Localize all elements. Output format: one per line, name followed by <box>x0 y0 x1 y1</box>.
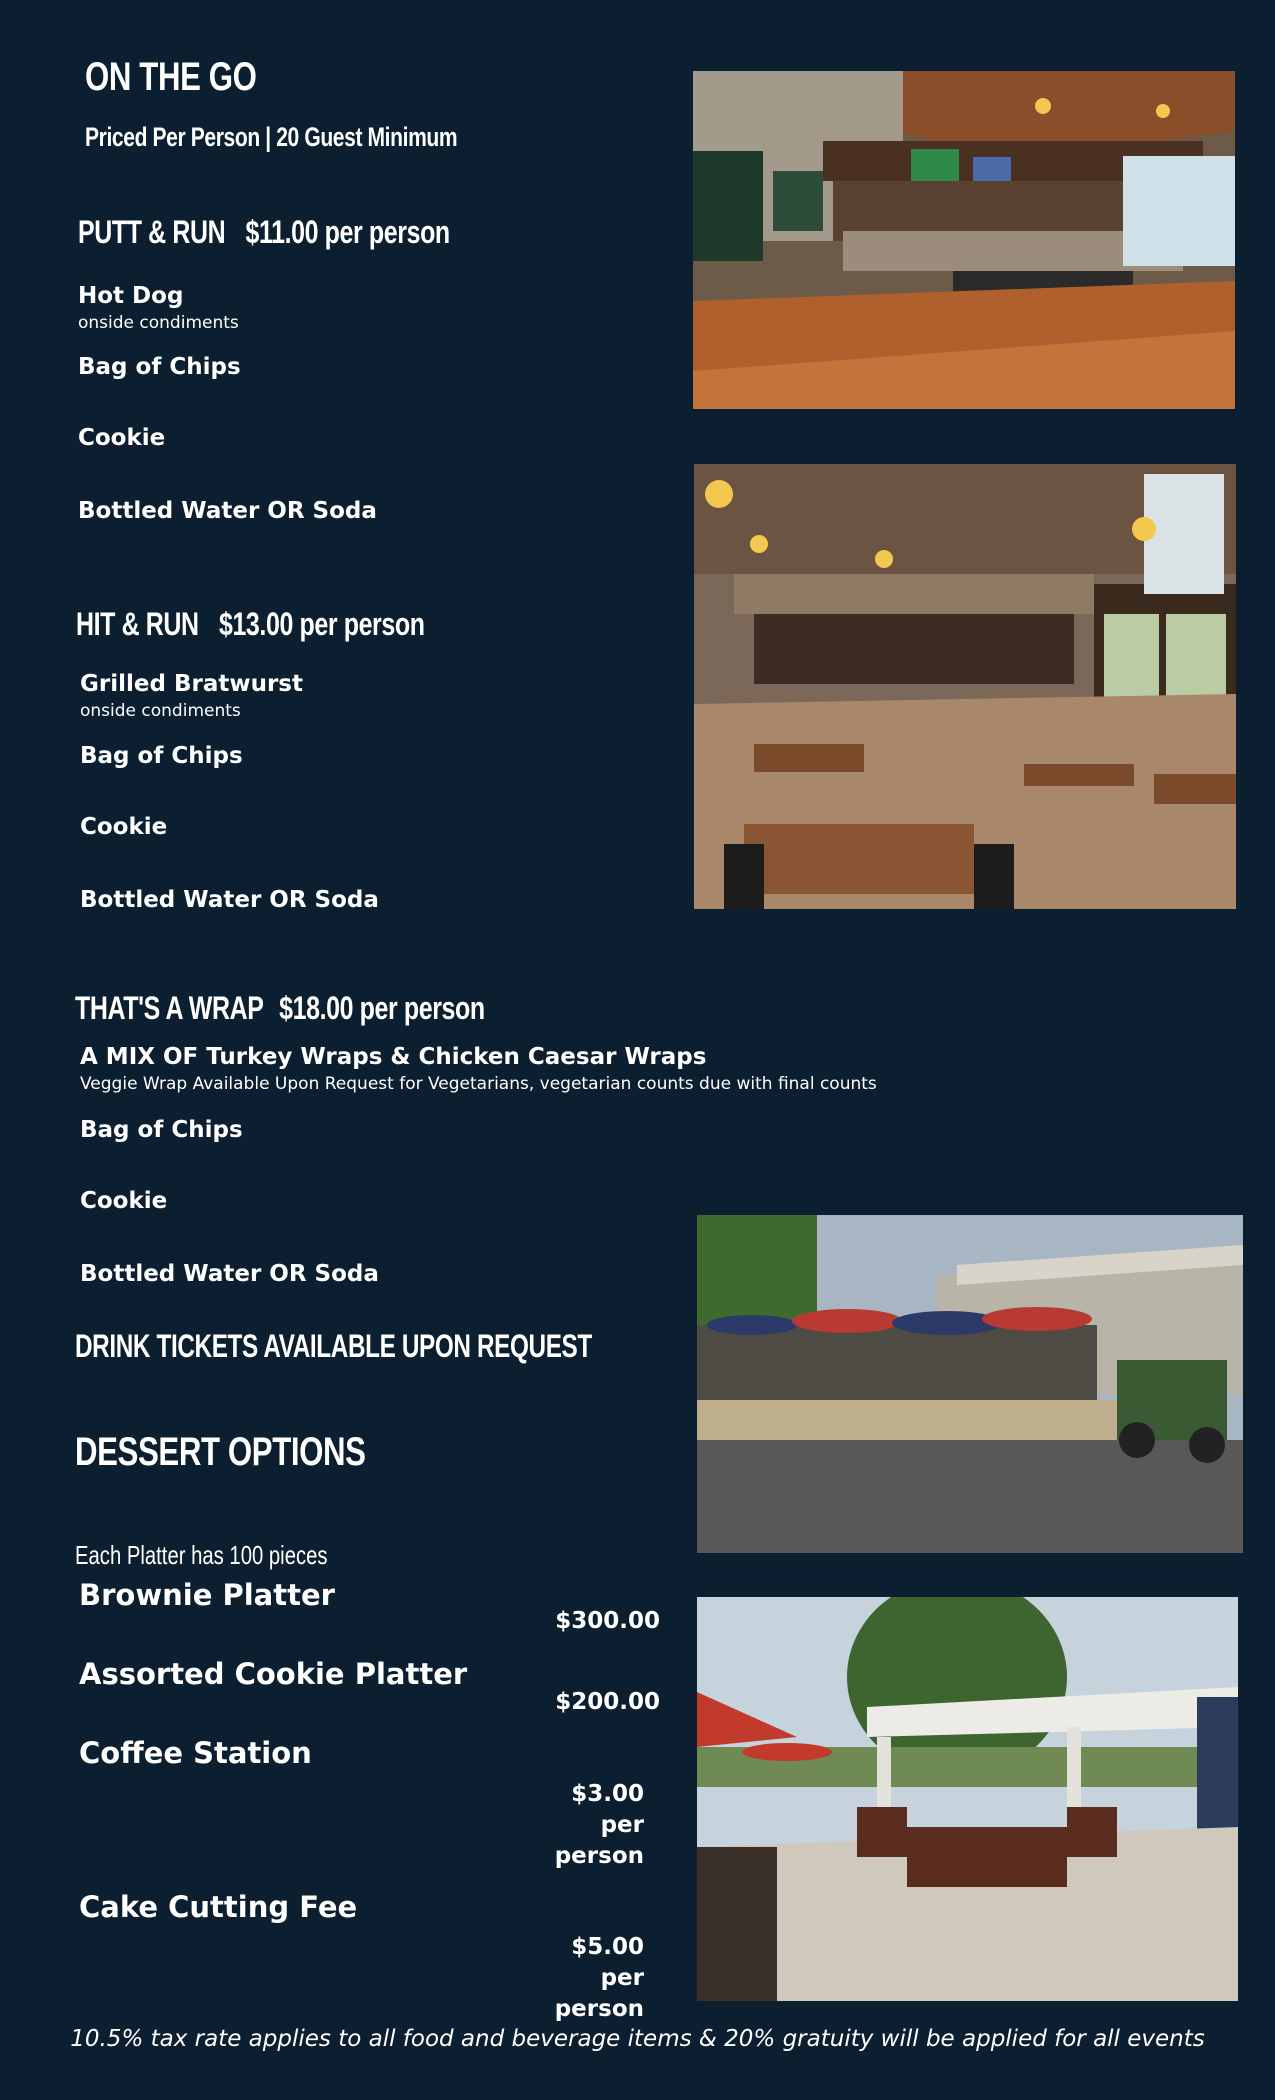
price-unit: person <box>554 1996 644 2022</box>
menu-item-note: onside condiments <box>78 313 239 333</box>
dining-room-photo <box>694 464 1236 909</box>
menu-item: Cookie <box>78 425 166 451</box>
dessert-item: Brownie Platter <box>79 1578 335 1612</box>
package-price: $18.00 per person <box>279 990 485 1026</box>
tax-gratuity-footer: 10.5% tax rate applies to all food and beverage items & 20% gratuity will be applied for all events <box>70 2026 1205 2052</box>
menu-item: Bottled Water OR Soda <box>80 1261 379 1287</box>
package-heading-hit-and-run <box>76 606 425 643</box>
menu-item: Bottled Water OR Soda <box>80 887 379 913</box>
package-name: HIT & RUN <box>76 606 199 642</box>
dessert-price <box>520 1779 644 1872</box>
dessert-price: $200.00 <box>555 1689 660 1715</box>
menu-item-note: Veggie Wrap Available Upon Request for Vegetarians, vegetarian counts due with final counts <box>80 1074 877 1094</box>
price-unit: per <box>600 1965 644 1991</box>
menu-item: Bag of Chips <box>80 1117 243 1143</box>
menu-item-note: onside condiments <box>80 701 241 721</box>
dessert-price <box>520 1932 644 2025</box>
menu-item: Grilled Bratwurst <box>80 671 303 697</box>
package-name: PUTT & RUN <box>78 214 226 250</box>
platter-note: Each Platter has 100 pieces <box>75 1540 328 1570</box>
dessert-heading: DESSERT OPTIONS <box>75 1430 366 1474</box>
dessert-item: Coffee Station <box>79 1736 312 1770</box>
patio-exterior-photo <box>697 1215 1243 1553</box>
menu-item: Cookie <box>80 1188 168 1214</box>
menu-item: Bag of Chips <box>78 354 241 380</box>
menu-item: Bag of Chips <box>80 743 243 769</box>
price-unit: per <box>600 1812 644 1838</box>
price-amount: $5.00 <box>571 1934 644 1960</box>
menu-item: Bottled Water OR Soda <box>78 498 377 524</box>
package-heading-thats-a-wrap <box>75 990 485 1027</box>
dessert-item: Cake Cutting Fee <box>79 1890 358 1924</box>
page-subtitle: Priced Per Person | 20 Guest Minimum <box>85 122 458 152</box>
pergola-patio-photo <box>697 1597 1238 2001</box>
price-amount: $3.00 <box>571 1781 644 1807</box>
bar-interior-photo <box>693 71 1235 409</box>
package-heading-putt-and-run <box>78 214 450 251</box>
package-price: $13.00 per person <box>218 606 425 642</box>
page-title: ON THE GO <box>85 55 257 99</box>
menu-item: Cookie <box>80 814 168 840</box>
dessert-price: $300.00 <box>555 1608 660 1634</box>
drink-tickets-note: DRINK TICKETS AVAILABLE UPON REQUEST <box>75 1328 592 1364</box>
menu-item: A MIX OF Turkey Wraps & Chicken Caesar Wraps <box>80 1044 707 1070</box>
dessert-item: Assorted Cookie Platter <box>79 1657 468 1691</box>
menu-item: Hot Dog <box>78 283 184 309</box>
package-price: $11.00 per person <box>245 214 450 250</box>
price-unit: person <box>554 1843 644 1869</box>
package-name: THAT'S A WRAP <box>75 990 264 1026</box>
